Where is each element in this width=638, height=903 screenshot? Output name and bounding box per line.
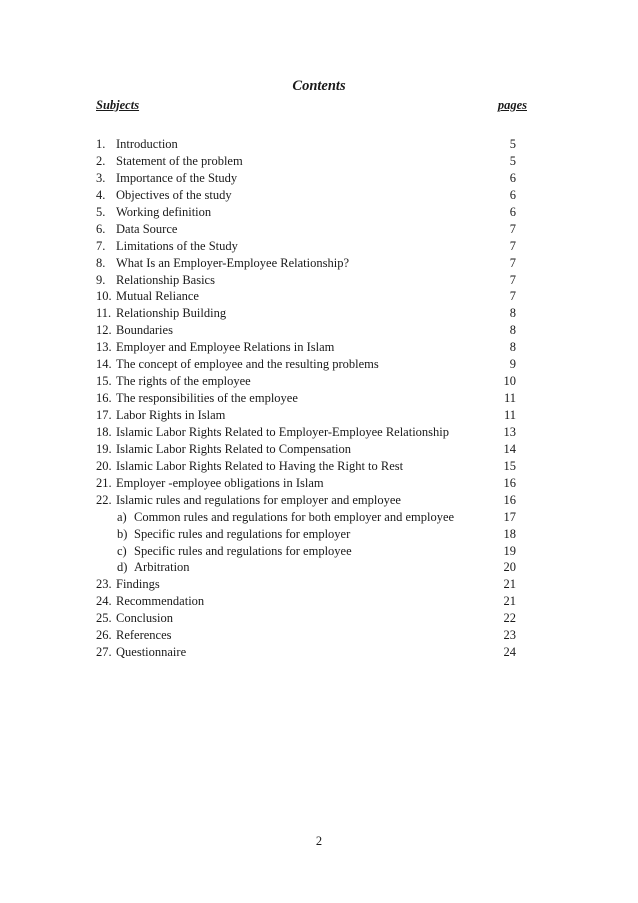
toc-entry (96, 441, 516, 458)
toc-entry-label: The responsibilities of the employee (116, 391, 298, 406)
toc-entry-number: 26. (96, 628, 112, 643)
toc-entry-number: 22. (96, 492, 112, 507)
toc-entry-page: 7 (509, 255, 516, 270)
page-number: 2 (315, 834, 323, 848)
toc-entry-label: Specific rules and regulations for employer (134, 526, 351, 541)
toc-entry-page: 24 (503, 645, 516, 660)
toc-entry-page: 10 (503, 374, 516, 389)
toc-entry-number: 6. (96, 221, 106, 236)
toc-entry (96, 204, 516, 221)
toc-entry (96, 593, 516, 610)
toc-entry-number: 14. (96, 357, 112, 372)
toc-entry-page: 8 (509, 306, 516, 321)
toc-entry-page: 6 (509, 187, 516, 202)
toc-entry-label: Common rules and regulations for both employer and employee (134, 509, 455, 524)
toc-entry-label: Islamic rules and regulations for employer and employee (116, 492, 401, 507)
table-of-contents (96, 136, 516, 661)
toc-entry-label: What Is an Employer-Employee Relationship? (116, 255, 350, 270)
toc-entry (96, 339, 516, 356)
toc-entry-page: 6 (509, 204, 516, 219)
toc-entry-number: 16. (96, 391, 112, 406)
toc-entry-page: 21 (503, 577, 516, 592)
toc-entry-number: 21. (96, 475, 112, 490)
toc-entry-label: Islamic Labor Rights Related to Having the Right to Rest (116, 458, 404, 473)
toc-entry-number: 11. (96, 306, 112, 321)
toc-entry-label: Specific rules and regulations for employee (134, 543, 352, 558)
toc-entry-number: 20. (96, 458, 112, 473)
toc-entry-page: 13 (503, 424, 516, 439)
toc-entry-number: d) (117, 560, 128, 575)
toc-entry (96, 255, 516, 272)
toc-entry-label: References (116, 628, 172, 643)
toc-entry-page: 8 (509, 323, 516, 338)
toc-entry (96, 543, 516, 560)
toc-entry-number: 12. (96, 323, 112, 338)
toc-entry-number: 2. (96, 153, 106, 168)
toc-entry-label: Relationship Basics (116, 272, 215, 287)
toc-entry-page: 15 (503, 458, 516, 473)
toc-entry-number: 8. (96, 255, 106, 270)
toc-entry-label: Conclusion (116, 611, 173, 626)
toc-entry (96, 407, 516, 424)
toc-entry-page: 7 (509, 238, 516, 253)
toc-entry-number: 19. (96, 441, 112, 456)
toc-entry-label: Employer and Employee Relations in Islam (116, 340, 335, 355)
toc-entry (96, 356, 516, 373)
toc-entry-label: Introduction (116, 137, 178, 151)
toc-entry (96, 187, 516, 204)
toc-entry-label: Data Source (116, 221, 178, 236)
toc-entry-label: Objectives of the study (116, 187, 232, 202)
toc-entry-page: 8 (509, 340, 516, 355)
toc-entry-label: Questionnaire (116, 645, 187, 660)
toc-entry (96, 492, 516, 509)
toc-entry (96, 458, 516, 475)
toc-entry-label: Working definition (116, 204, 212, 219)
toc-entry-number: 5. (96, 204, 106, 219)
toc-entry-label: Boundaries (116, 323, 173, 338)
toc-entry-page: 20 (503, 560, 516, 575)
toc-entry-label: Arbitration (134, 560, 190, 575)
toc-entry-page: 11 (503, 408, 516, 422)
toc-entry-page: 7 (509, 221, 516, 236)
toc-entry-number: 18. (96, 424, 112, 439)
toc-entry-page: 18 (503, 526, 516, 541)
toc-entry-page: 23 (503, 628, 516, 643)
toc-entry (96, 322, 516, 339)
toc-entry (96, 373, 516, 390)
toc-entry (96, 170, 516, 187)
toc-entry-page: 7 (509, 289, 516, 304)
toc-entry-number: 13. (96, 340, 112, 355)
pages-column-header: pages (497, 98, 527, 112)
toc-entry-label: Recommendation (116, 594, 205, 609)
toc-entry (96, 424, 516, 441)
toc-entry-number: 24. (96, 594, 112, 609)
toc-entry-label: Mutual Reliance (116, 289, 199, 304)
toc-entry-page: 19 (503, 543, 516, 558)
toc-entry-number: 9. (96, 272, 106, 287)
toc-entry-label: The rights of the employee (116, 374, 251, 389)
toc-entry-label: The concept of employee and the resulting problems (116, 357, 379, 372)
toc-entry-number: 15. (96, 374, 112, 389)
toc-entry-number: 4. (96, 187, 106, 202)
toc-entry (96, 509, 516, 526)
toc-entry-number: a) (117, 509, 127, 524)
toc-entry-page: 11 (503, 391, 516, 406)
toc-entry-number: 25. (96, 611, 112, 626)
toc-entry-page: 7 (509, 272, 516, 287)
toc-entry-label: Findings (116, 577, 160, 592)
toc-entry-label: Importance of the Study (116, 170, 238, 185)
toc-entry-page: 5 (509, 153, 516, 168)
toc-entry (96, 238, 516, 255)
toc-entry (96, 272, 516, 289)
toc-entry-number: 17. (96, 408, 112, 422)
toc-entry (96, 288, 516, 305)
toc-entry (96, 644, 516, 661)
toc-entry-page: 16 (503, 492, 516, 507)
toc-entry (96, 627, 516, 644)
toc-entry-page: 9 (509, 357, 516, 372)
subjects-column-header: Subjects (96, 98, 140, 112)
toc-entry (96, 136, 516, 153)
toc-entry-page: 17 (503, 509, 516, 524)
toc-entry (96, 559, 516, 576)
toc-entry (96, 610, 516, 627)
toc-entry-label: Islamic Labor Rights Related to Compensation (116, 441, 352, 456)
toc-entry-number: 3. (96, 170, 106, 185)
toc-entry-number: 1. (96, 137, 106, 151)
toc-entry-label: Relationship Building (116, 306, 227, 321)
toc-entry (96, 475, 516, 492)
toc-entry (96, 390, 516, 407)
toc-entry-number: 23. (96, 577, 112, 592)
toc-entry (96, 153, 516, 170)
toc-entry-page: 21 (503, 594, 516, 609)
toc-entry (96, 305, 516, 322)
page-title: Contents (292, 78, 346, 94)
toc-entry-page: 22 (503, 611, 516, 626)
toc-entry-number: 10. (96, 289, 112, 304)
toc-entry-number: b) (117, 526, 128, 541)
toc-entry-number: 7. (96, 238, 106, 253)
toc-entry (96, 221, 516, 238)
toc-entry-page: 16 (503, 475, 516, 490)
toc-entry-label: Employer -employee obligations in Islam (116, 475, 324, 490)
toc-entry-page: 6 (509, 170, 516, 185)
toc-entry-number: c) (117, 543, 127, 558)
toc-entry-label: Islamic Labor Rights Related to Employer-Employee Relationship (116, 424, 450, 439)
toc-entry-label: Limitations of the Study (116, 238, 238, 253)
toc-entry-page: 5 (509, 137, 516, 151)
toc-entry (96, 526, 516, 543)
toc-entry-number: 27. (96, 645, 112, 660)
toc-entry-page: 14 (503, 441, 516, 456)
toc-entry-label: Labor Rights in Islam (116, 408, 226, 422)
toc-entry (96, 576, 516, 593)
toc-entry-label: Statement of the problem (116, 153, 243, 168)
